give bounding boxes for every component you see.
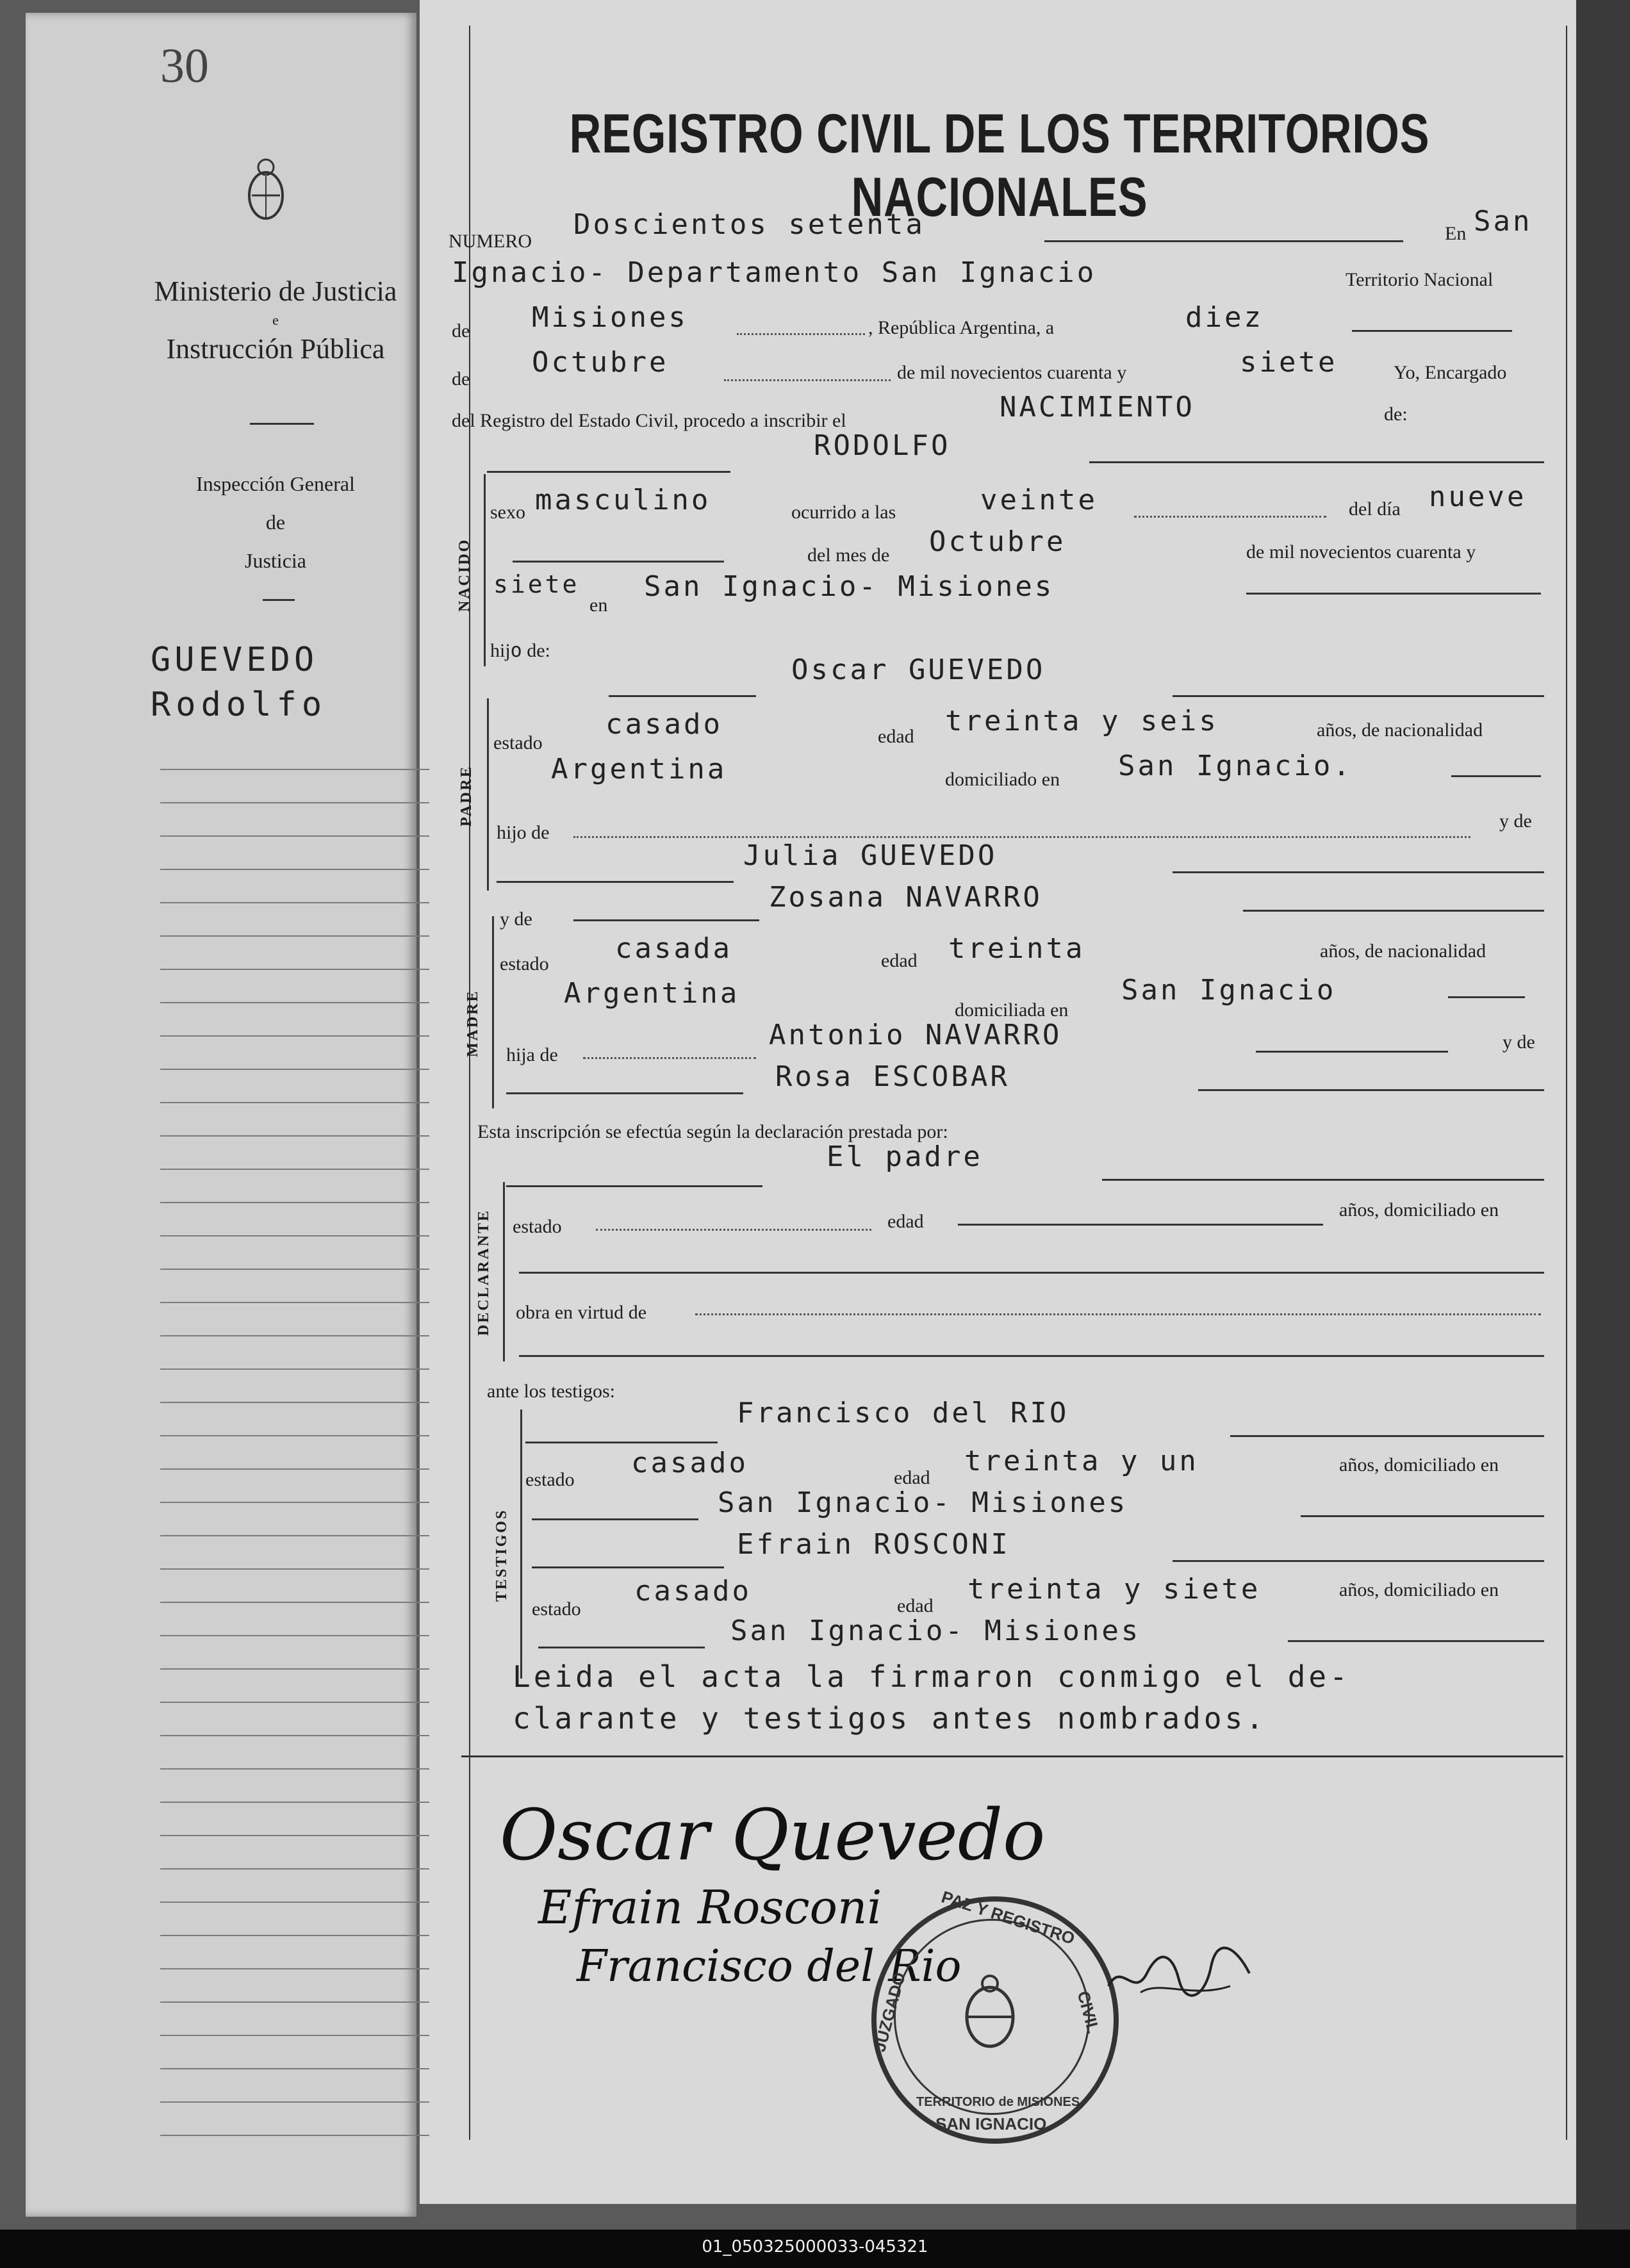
padre-hijo-de-line [573, 836, 1470, 838]
day-value: diez [1185, 301, 1264, 334]
testigo2-line-left [532, 1566, 724, 1568]
numero-line [1044, 240, 1403, 242]
day-line [1352, 330, 1512, 332]
madre-domiciliada-label: domiciliada en [955, 999, 1069, 1021]
de-label: de [452, 320, 470, 341]
testigo1-edad: treinta y un [964, 1445, 1199, 1477]
declarante-value: El padre [827, 1140, 983, 1173]
stamp-right-text: CIVIL [1073, 1989, 1103, 2035]
padre-nacionalidad: Argentina [551, 753, 727, 785]
padre-bracket [487, 698, 489, 891]
testigo2-edad-label: edad [897, 1595, 934, 1616]
madre-madre-line-right [1198, 1089, 1544, 1091]
testigo1-estado: casado [631, 1447, 748, 1479]
declarante-edad-label: edad [887, 1211, 924, 1232]
ministry-heading [141, 272, 410, 368]
sexo-value: masculino [535, 484, 711, 516]
madre-estado-label: estado [500, 953, 549, 974]
signature-witness-2: Efrain Rosconi [538, 1880, 882, 1934]
inspection-line-3: Justicia [245, 549, 306, 572]
stamp-bottom-text: SAN IGNACIO [935, 2114, 1047, 2133]
registro-label: del Registro del Estado Civil, procedo a inscribir el [452, 410, 846, 431]
mes-label: del mes de [807, 545, 890, 566]
padre-name: Oscar GUEVEDO [791, 653, 1046, 686]
signature-witness-1: Francisco del Rio [577, 1941, 962, 1992]
madre-edad-label: edad [881, 950, 918, 971]
dia-value: nueve [1429, 481, 1527, 513]
padre-mother-line-left [497, 881, 734, 883]
national-seal-icon [247, 151, 285, 227]
testigo1-dom-line-right [1301, 1515, 1544, 1517]
padre-edad-value: treinta y seis [945, 705, 1219, 737]
testigo1-name: Francisco del RIO [737, 1397, 1069, 1429]
padre-edad-label: edad [878, 726, 914, 747]
mes-line [513, 561, 724, 563]
madre-name: Zosana NAVARRO [769, 881, 1042, 914]
padre-mother-name: Julia GUEVEDO [743, 839, 998, 872]
territory-value: Misiones [532, 301, 688, 334]
testigo1-anios-label: años, domiciliado en [1339, 1454, 1499, 1475]
madre-y-de2-label: y de [1502, 1031, 1535, 1053]
closing-line-1: Leida el acta la firmaron conmigo el de- [513, 1659, 1351, 1694]
inspection-heading [167, 464, 384, 580]
madre-estado-value: casada [615, 932, 732, 965]
hijo-de: de: [527, 640, 550, 661]
testigos-section-label: TESTIGOS [493, 1508, 510, 1602]
year-value: siete [1240, 346, 1338, 379]
en-value: San [1474, 205, 1533, 238]
declarante-anios-label: años, domiciliado en [1339, 1199, 1499, 1220]
margin-surname: GUEVEDO [151, 641, 318, 679]
padre-mother-line-right [1173, 871, 1544, 873]
inspection-divider [263, 599, 295, 601]
page-title: REGISTRO CIVIL DE LOS TERRITORIOS NACIONALES [569, 103, 1430, 228]
place-value: Ignacio- Departamento San Ignacio [452, 256, 1097, 289]
madre-madre-name: Rosa ESCOBAR [775, 1060, 1010, 1093]
numero-value: Doscientos setenta [573, 208, 925, 241]
month-value: Octubre [532, 346, 669, 379]
de2-label: de [452, 368, 470, 390]
madre-hija-de-label: hija de [506, 1044, 558, 1065]
mes-value: Octubre [929, 525, 1066, 558]
declaracion-text: Esta inscripción se efectúa según la declaración prestada por: [477, 1121, 948, 1142]
declarante-estado-dots [596, 1229, 871, 1231]
ante-testigos-label: ante los testigos: [487, 1381, 615, 1402]
madre-hija-de-dots [583, 1057, 756, 1059]
madre-anios-label: años, de nacionalidad [1320, 941, 1486, 962]
ministry-conjunction: e [272, 312, 279, 328]
madre-name-line-right [1243, 910, 1544, 912]
declarante-line-right [1102, 1179, 1544, 1181]
declarante-bottom-line [519, 1355, 1544, 1357]
testigo2-estado-label: estado [532, 1598, 581, 1620]
padre-domiciliado-label: domiciliado en [945, 769, 1060, 790]
stamp-shield-icon [961, 1973, 1019, 2050]
testigo2-line-right [1173, 1560, 1544, 1562]
madre-padre-line [1256, 1051, 1448, 1053]
madre-madre-line-left [506, 1092, 743, 1094]
ministry-divider [250, 423, 314, 425]
declarante-line-left [506, 1185, 762, 1187]
padre-section-label: PADRE [458, 765, 475, 826]
margin-given-name: Rodolfo [151, 686, 327, 724]
signature-declarante: Oscar Quevedo [500, 1794, 1046, 1876]
madre-nacionalidad: Argentina [564, 977, 740, 1010]
registrar-signature-scribble [1102, 1935, 1256, 2012]
madre-edad-value: treinta [948, 932, 1085, 965]
padre-hijo-de-label: hijo de [497, 822, 550, 843]
declarante-section-label: DECLARANTE [475, 1208, 492, 1336]
madre-section-label: MADRE [465, 989, 481, 1057]
ocurrido-label: ocurrido a las [791, 502, 896, 523]
testigo1-estado-label: estado [525, 1469, 575, 1490]
padre-domicilio-line [1451, 775, 1541, 777]
padre-estado-value: casado [605, 708, 723, 741]
padre-anios-label: años, de nacionalidad [1317, 719, 1483, 741]
mil-label: de mil novecientos cuarenta y [897, 362, 1127, 383]
nacido-name-line-right [1089, 461, 1544, 463]
yo-label: Yo, Encargado [1394, 362, 1507, 383]
lugar-en-label: en [589, 595, 608, 616]
padre-domicilio: San Ignacio. [1118, 750, 1353, 782]
closing-rule [461, 1755, 1563, 1757]
declarante-estado-label: estado [513, 1216, 562, 1237]
padre-estado-label: estado [493, 732, 543, 753]
hora-value: veinte [980, 484, 1098, 516]
territorio-label: Territorio Nacional [1346, 269, 1494, 290]
testigo1-line-left [525, 1442, 718, 1443]
nacido-section-label: NACIDO [456, 538, 473, 612]
nacido-name-line-left [487, 471, 730, 473]
testigo2-dom-line-right [1288, 1640, 1544, 1642]
territory-dots [737, 333, 865, 335]
sexo-label: sexo [490, 502, 525, 523]
ministry-line-1: Ministerio de Justicia [154, 275, 397, 307]
numero-label: NUMERO [449, 231, 532, 252]
obra-label: obra en virtud de [516, 1302, 647, 1323]
madre-padre-name: Antonio NAVARRO [769, 1019, 1062, 1051]
madre-name-line-left [573, 919, 759, 921]
closing-line-2: clarante y testigos antes nombrados. [513, 1701, 1267, 1736]
stamp-inner-text: TERRITORIO de MISIONES [916, 2095, 1080, 2109]
act-value: NACIMIENTO [1000, 391, 1195, 423]
file-id: 01_050325000033-045321 [702, 2237, 928, 2256]
en-label: En [1445, 223, 1467, 244]
madre-y-de-label: y de [500, 908, 532, 930]
testigo1-domicilio: San Ignacio- Misiones [718, 1486, 1128, 1519]
testigo1-dom-line-left [532, 1518, 698, 1520]
book-edge [1576, 0, 1630, 2230]
nacido-mil-label: de mil novecientos cuarenta y [1246, 541, 1476, 563]
stamp-top-text: PAZ Y REGISTRO [939, 1887, 1078, 1948]
testigo2-name: Efrain ROSCONI [737, 1528, 1010, 1561]
anio-value: siete [493, 570, 580, 598]
stamp-left-text: JUZGADO [869, 1970, 910, 2054]
padre-name-line-left [609, 695, 756, 697]
ministry-line-2: Instrucción Pública [166, 333, 385, 365]
inspection-line-2: de [265, 511, 286, 534]
dia-label: del día [1349, 498, 1401, 520]
testigo1-edad-label: edad [894, 1467, 930, 1488]
inspection-line-1: Inspección General [196, 472, 355, 495]
republica-label: , República Argentina, a [868, 317, 1055, 338]
testigo1-line-right [1230, 1435, 1544, 1437]
testigo2-dom-line-left [538, 1647, 705, 1648]
month-dots [724, 379, 891, 381]
testigo2-estado: casado [634, 1575, 752, 1607]
declarante-edad-line [958, 1224, 1323, 1226]
nacido-name: RODOLFO [814, 429, 951, 462]
madre-domicilio-line [1448, 996, 1525, 998]
hora-dots [1134, 516, 1326, 518]
lugar-line [1246, 593, 1541, 595]
obra-line [695, 1313, 1541, 1315]
testigo2-edad: treinta y siete [967, 1573, 1261, 1606]
hijo-prefix: hij [490, 640, 511, 661]
hijo-label [490, 639, 550, 662]
madre-domicilio: San Ignacio [1121, 974, 1337, 1007]
declarante-domicilio-line [519, 1272, 1544, 1274]
page-number: 30 [160, 39, 209, 93]
padre-y-de-label: y de [1499, 810, 1532, 832]
madre-bracket [492, 916, 494, 1108]
margin-ruled-lines [160, 737, 429, 2146]
lugar-value: San Ignacio- Misiones [644, 570, 1055, 603]
nacido-bracket [484, 474, 486, 666]
hijo-suffix: o [510, 639, 522, 662]
testigos-bracket [520, 1409, 522, 1679]
testigo2-domicilio: San Ignacio- Misiones [730, 1615, 1141, 1647]
de3-label: de: [1384, 404, 1408, 425]
declarante-bracket [503, 1182, 505, 1361]
padre-name-line-right [1173, 695, 1544, 697]
testigo2-anios-label: años, domiciliado en [1339, 1579, 1499, 1600]
